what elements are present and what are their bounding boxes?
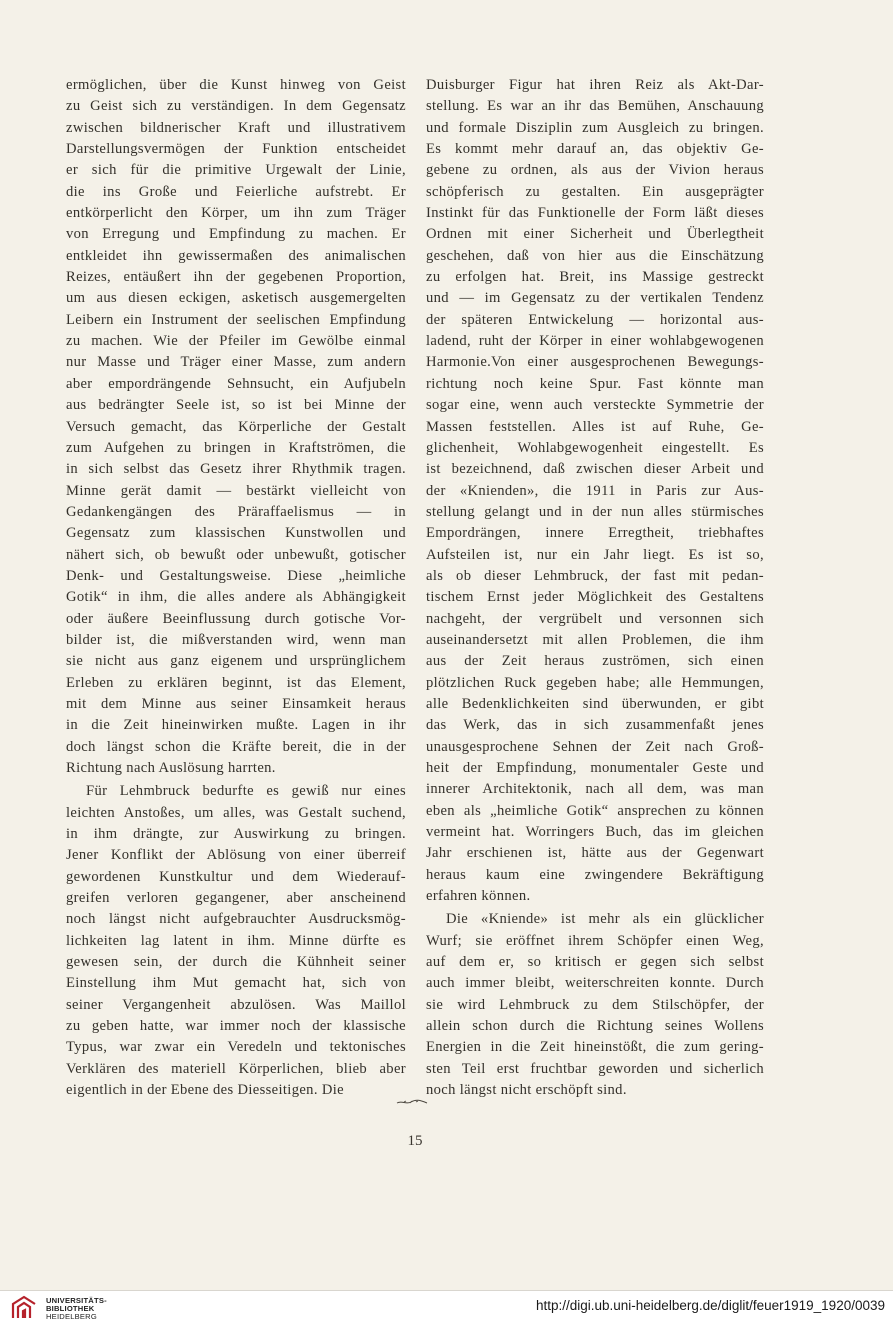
text-line: seiner Vergangenheit abzulösen. Was Maillol (66, 996, 406, 1013)
text-line: gewesen sein, der durch die Kühnheit seiner (66, 954, 406, 971)
footer-bar (0, 1290, 893, 1323)
text-line: Jahr erschienen ist, hätte aus der Gegenwart (426, 845, 764, 862)
text-line: in ihm drängte, zur Auswirkung zu bringen. (66, 826, 406, 843)
text-line: sie nicht aus ganz eigenem und ursprünglichem (66, 653, 406, 670)
library-name-line2: BIBLIOTHEK (46, 1304, 95, 1314)
text-line: Versuch gemacht, das Körperliche der Gestalt (66, 418, 406, 435)
text-line: Einstellung ihm Mut gemacht hat, sich von (66, 975, 406, 992)
university-library-logo-icon (10, 1294, 38, 1320)
text-line: ermöglichen, über die Kunst hinweg von Geist (66, 77, 406, 93)
left-text-column (66, 75, 406, 1102)
text-line: Empordrängen, innere Erregtheit, triebhaftes (426, 525, 764, 542)
text-line: zu geben hatte, war immer noch der klassische (66, 1018, 406, 1035)
text-line: geschehen, daß von hier aus die Einschätzung (426, 247, 764, 264)
text-line: Energien in die Zeit hineinstößt, die zum gering- (426, 1039, 764, 1056)
text-line: aber empordrängende Sehnsucht, ein Aufjubeln (66, 375, 406, 392)
text-line: Es kommt mehr darauf an, das objektiv Ge- (426, 141, 764, 158)
text-line: um aus diesen eckigen, asketisch ausgemergelten (66, 290, 406, 307)
text-line: plötzlichen Ruck gegeben habe; alle Hemmungen, (426, 674, 764, 691)
text-line: Ordnen mit einer Sicherheit und Überlegtheit (426, 226, 764, 243)
text-line: auch immer bleibt, weiterschreiten konnte. Durch (426, 975, 764, 992)
ornament-icon (396, 1098, 428, 1106)
permalink-url[interactable]: http://digi.ub.uni-heidelberg.de/diglit/feuer1919_1920/0039 (535, 1298, 885, 1313)
text-line: Reizes, entäußert ihn der gegebenen Proportion, (66, 269, 406, 286)
text-line: sie wird Lehmbruck zu dem Stilschöpfer, der (426, 996, 764, 1013)
text-line: Gotik“ in ihm, die alles andere als Abhängigkeit (66, 589, 406, 606)
text-line: mit dem Minne aus seiner Einsamkeit heraus (66, 695, 406, 712)
text-line: Gegensatz zum klassischen Kunstwollen und (66, 525, 406, 542)
text-line: Verklären des materiell Körperlichen, blieb aber (66, 1060, 406, 1077)
text-line: stellung gelangt und in der nun alles stürmisches (426, 503, 764, 520)
text-line: auseinandersetzt mit allen Problemen, die ihm (426, 631, 764, 648)
right-text-column (426, 75, 764, 1102)
text-line: tischem Ernst jeder Möglichkeit des Gestaltens (426, 589, 764, 606)
text-line: stellung. Es war an ihr das Bemühen, Anschauung (426, 98, 764, 115)
text-line: Instinkt für das Funktionelle der Form läßt dieses (426, 205, 764, 222)
text-line: richtung noch keine Spur. Fast könnte man (426, 375, 764, 392)
text-line: ist bezeichnend, daß zwischen dieser Arbeit und (426, 461, 764, 478)
text-line: glichenheit, Wohlabgewogenheit eingestellt. Es (426, 439, 764, 456)
text-line: Gedankengängen des Präraffaelismus — in (66, 503, 406, 520)
text-line: zwischen bildnerischer Kraft und illustrativem (66, 119, 406, 136)
text-line: Für Lehmbruck bedurfte es gewiß nur eines (86, 783, 406, 800)
text-line: heit der Empfindung, monumentaler Geste und (426, 760, 764, 776)
text-line: Typus, war zwar ein Veredeln und tektonisches (66, 1039, 406, 1056)
text-line: Denk- und Gestaltungsweise. Diese „heimliche (66, 567, 406, 584)
text-line: das Werk, das in sich zusammenfaßt jenes (426, 717, 764, 734)
text-line: erfahren können. (426, 888, 531, 905)
text-line: vermeint hat. Worringers Buch, das im gleichen (426, 824, 764, 841)
text-line: sogar eine, wenn auch versteckte Symmetrie der (426, 397, 764, 414)
text-line: und formale Disziplin zum Ausgleich zu bringen. (426, 119, 764, 136)
library-name (46, 1297, 107, 1322)
text-line: von Erregung und Empfindung zu machen. Er (66, 226, 406, 243)
text-line: heraus kaum eine zwingendere Bekräftigung (426, 866, 764, 883)
text-line: Massen feststellen. Alles ist auf Ruhe, Ge- (426, 418, 764, 435)
text-line: in die Zeit hineinwirken mußte. Lagen in ihr (66, 717, 406, 734)
text-line: sten Teil erst fruchtbar geworden und sicherlich (426, 1060, 764, 1077)
text-line: zum Aufgehen zu bringen in Kraftströmen, die (66, 439, 406, 456)
text-line: nähert sich, ob bewußt oder unbewußt, gotischer (66, 546, 406, 563)
text-line: nachgeht, der vergrübelt und versonnen sich (426, 610, 764, 627)
library-name-line1: UNIVERSITÄTS- (46, 1296, 107, 1305)
text-line: Harmonie.Von einer ausgesprochenen Bewegungs- (426, 354, 764, 371)
text-line: Jener Konflikt der Ablösung von einer überreif (66, 847, 406, 864)
text-line: eben als „heimliche Gotik“ ansprechen zu können (426, 802, 764, 819)
text-line: Richtung nach Auslösung harrten. (66, 760, 276, 776)
library-name-line3: HEIDELBERG (46, 1312, 97, 1322)
text-line: eigentlich in der Ebene des Diesseitigen. Die (66, 1082, 344, 1099)
text-line: greifen verloren gegangener, aber anscheinend (66, 890, 406, 907)
text-line: in sich selbst das Gesetz ihrer Rhythmik tragen. (66, 461, 406, 478)
text-line: noch längst nicht erschöpft sind. (426, 1082, 627, 1099)
text-line: zu Geist sich zu verständigen. In dem Gegensatz (66, 98, 406, 115)
text-line: noch längst nicht aufgebrauchter Ausdrucksmög- (66, 911, 406, 928)
text-line: auf dem er, so kritisch er gegen sich selbst (426, 954, 764, 971)
text-line: er sich für die primitive Urgewalt der Linie, (66, 162, 406, 179)
text-line: innerer Architektonik, nach all dem, was man (426, 781, 764, 798)
text-line: Leibern ein Instrument der seelischen Empfindung (66, 311, 406, 328)
text-line: der «Knienden», die 1911 in Paris zur Aus- (426, 482, 764, 499)
text-line: Wurf; sie eröffnet ihrem Schöpfer einen Weg, (426, 932, 764, 949)
text-line: zu erfolgen hat. Breit, ins Massige gestreckt (426, 269, 764, 286)
text-line: schöpferisch zu gestalten. Ein ausgeprägter (426, 183, 764, 200)
text-line: die ins Große und Feierliche aufstrebt. Er (66, 183, 406, 200)
text-line: als ob dieser Lehmbruck, der fast mit pedan- (426, 567, 764, 584)
text-line: allein schon durch die Richtung seines Wollens (426, 1018, 764, 1035)
text-line: der späteren Entwickelung — horizontal aus- (426, 311, 764, 328)
text-line: aus bedrängter Seele ist, so ist bei Minne der (66, 397, 406, 414)
text-line: zu machen. Wie der Pfeiler im Gewölbe einmal (66, 333, 406, 350)
text-line: doch längst schon die Kräfte bereit, die in der (66, 738, 406, 755)
text-line: entkörperlicht den Körper, um ihn zum Träger (66, 205, 406, 222)
text-line: nur Masse und Träger einer Masse, zum andern (66, 354, 406, 371)
text-line: aus der Zeit heraus zuströmen, sich einen (426, 653, 764, 670)
text-line: oder äußere Beeinflussung durch gotische Vor- (66, 610, 406, 627)
text-line: gebene zu ordnen, als aus der Vivion heraus (426, 162, 764, 179)
text-line: entkleidet ihn gewissermaßen des animalischen (66, 247, 406, 264)
text-line: ladend, ruht der Körper in einer wohlabgewogenen (426, 333, 764, 350)
text-line: Darstellungsvermögen der Funktion entscheidet (66, 141, 406, 158)
text-line: bilder ist, die mißverstanden wird, wenn man (66, 631, 406, 648)
text-line: alle Bedenklichkeiten sind überwunden, er gibt (426, 695, 764, 712)
text-line: Aufsteilen ist, nur ein Jahr liegt. Es ist so, (426, 546, 764, 563)
text-line: Minne gerät damit — bestärkt vielleicht von (66, 482, 406, 499)
text-line: gewordenen Kunstkultur und dem Wiederauf- (66, 868, 406, 885)
text-line: lichkeiten lag latent in ihm. Minne dürfte es (66, 932, 406, 949)
text-line: unausgesprochene Sehnen der Zeit nach Groß- (426, 738, 764, 755)
text-line: Duisburger Figur hat ihren Reiz als Akt-Dar- (426, 77, 764, 93)
text-line: Die «Kniende» ist mehr als ein glücklicher (446, 911, 764, 928)
page-number: 15 (407, 1133, 423, 1149)
text-line: leichten Anstoßes, um alles, was Gestalt suchend, (66, 804, 406, 821)
text-line: Erleben zu erklären beginnt, ist das Element, (66, 674, 406, 691)
text-line: und — im Gegensatz zu der vertikalen Tendenz (426, 290, 764, 307)
